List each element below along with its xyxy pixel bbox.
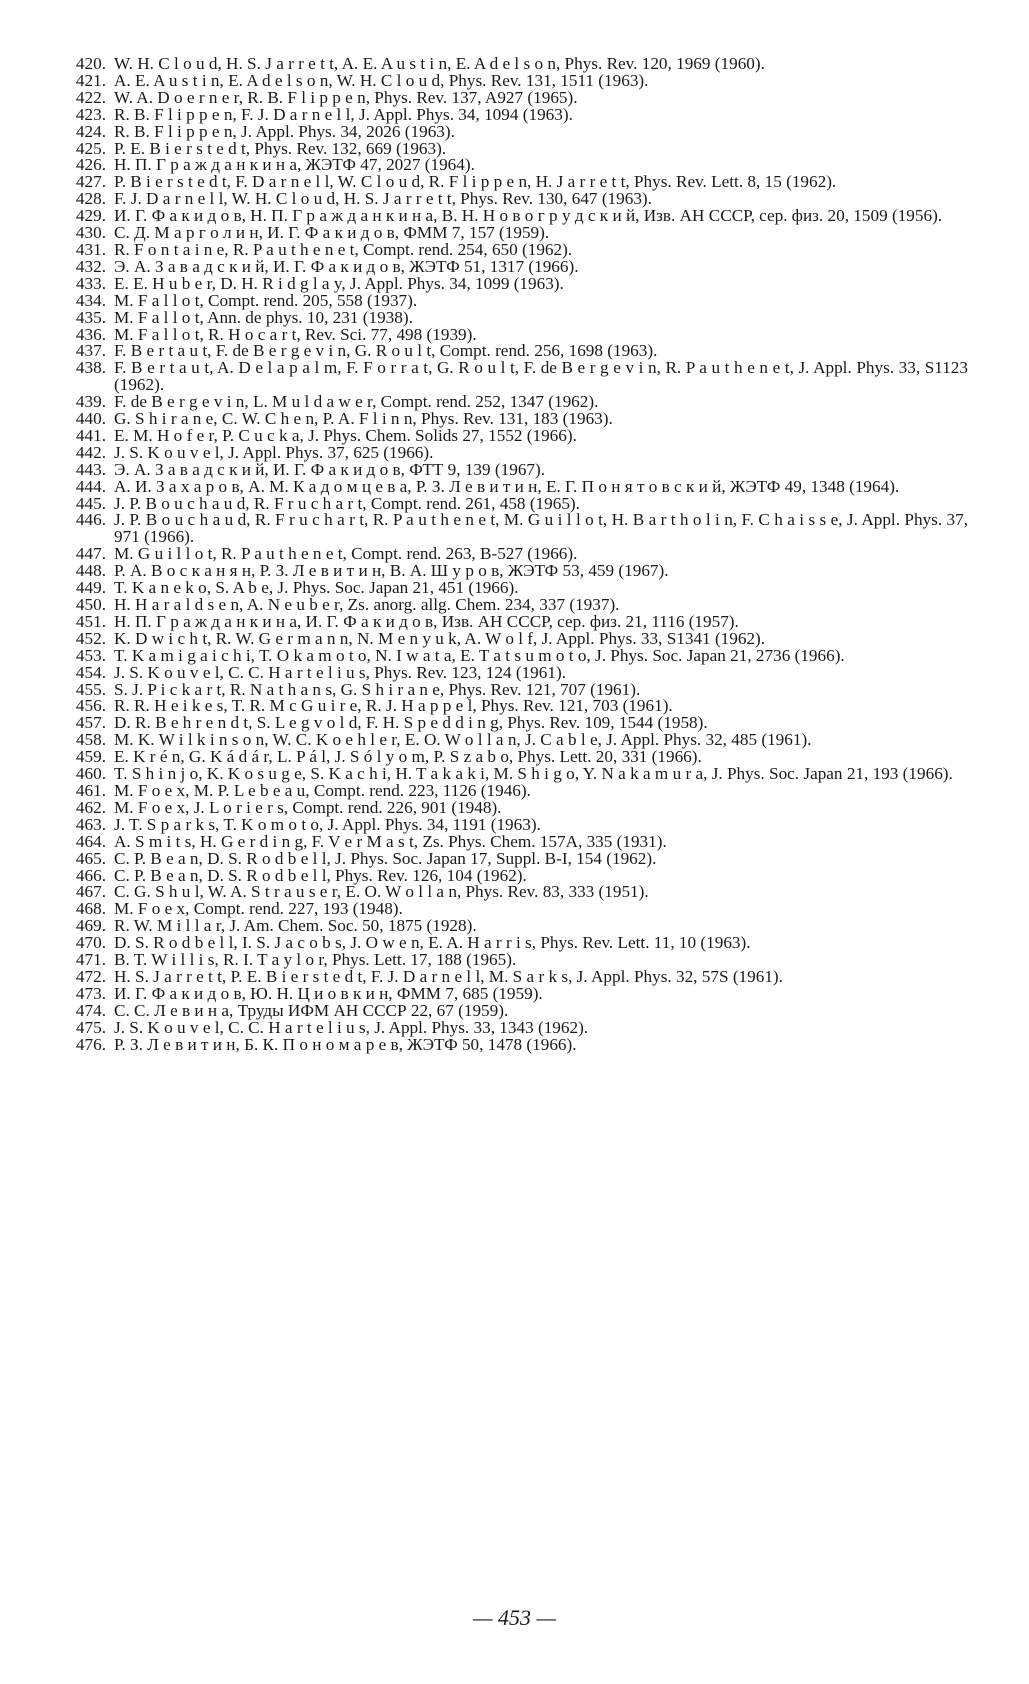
reference-number: 439. (75, 392, 106, 412)
reference-number: 463. (75, 814, 106, 834)
reference-number: 447. (75, 544, 106, 564)
reference-text: E. K r é n, G. K á d á r, L. P á l, J. S ó l y o m, P. S z a b o, Phys. Lett. 20, 331 (1966). (114, 747, 702, 767)
reference-number: 440. (75, 409, 106, 429)
reference-number: 442. (75, 442, 106, 462)
reference-number: 448. (75, 561, 106, 581)
reference-number: 457. (75, 713, 106, 733)
reference-number: 421. (75, 70, 106, 90)
reference-text: C. P. B e a n, D. S. R o d b e l l, Phys. Rev. 126, 104 (1962). (114, 865, 527, 885)
reference-text: R. F o n t a i n e, R. P a u t h e n e t, Compt. rend. 254, 650 (1962). (114, 239, 573, 259)
reference-number: 444. (75, 476, 106, 496)
reference-text: M. F o e x, J. L o r i e r s, Compt. rend. 226, 901 (1948). (114, 797, 502, 817)
reference-text: J. S. K o u v e l, J. Appl. Phys. 37, 625 (1966). (114, 442, 434, 462)
reference-text: W. A. D o e r n e r, R. B. F l i p p e n, Phys. Rev. 137, A927 (1965). (114, 87, 578, 107)
reference-text: C. G. S h u l, W. A. S t r a u s e r, E. O. W o l l a n, Phys. Rev. 83, 333 (1951). (114, 882, 649, 902)
reference-text: M. F o e x, M. P. L e b e a u, Compt. rend. 223, 1126 (1946). (114, 780, 531, 800)
reference-text: F. B e r t a u t, A. D e l a p a l m, F. F o r r a t, G. R o u l t, F. de B e r g e v i n, R. P a u t h e n e t, J. Appl. Phys. 33, S1123 (1962). (114, 358, 968, 395)
reference-item (58, 512, 968, 546)
reference-text: G. S h i r a n e, C. W. C h e n, P. A. F l i n n, Phys. Rev. 131, 183 (1963). (114, 409, 613, 429)
reference-text: P. E. B i e r s t e d t, Phys. Rev. 132, 669 (1963). (114, 138, 447, 158)
reference-number: 432. (75, 256, 106, 276)
reference-text: M. G u i l l o t, R. P a u t h e n e t, Compt. rend. 263, B-527 (1966). (114, 544, 578, 564)
reference-number: 449. (75, 578, 106, 598)
reference-text: T. K a m i g a i c h i, T. O k a m o t o, N. I w a t a, E. T a t s u m o t o, J. Phys. Soc. Japan 21, 2736 (1966). (114, 645, 845, 665)
reference-text: J. P. B o u c h a u d, R. F r u c h a r t, R. P a u t h e n e t, M. G u i l l o t, H. B a r t h o l i n, F. C h a i s s e, J. Appl. Phys. 37, 971 (1966). (114, 510, 968, 547)
reference-number: 461. (75, 780, 106, 800)
reference-text: W. H. C l o u d, H. S. J a r r e t t, A. E. A u s t i n, E. A d e l s o n, Phys. Rev. 120, 1969 (1960). (114, 54, 765, 73)
reference-number: 455. (75, 679, 106, 699)
reference-number: 465. (75, 848, 106, 868)
reference-text: Э. А. З а в а д с к и й, И. Г. Ф а к и д о в, ЖЭТФ 51, 1317 (1966). (114, 256, 579, 276)
reference-text: И. Г. Ф а к и д о в, Ю. Н. Ц и о в к и н, ФММ 7, 685 (1959). (114, 983, 543, 1003)
reference-number: 424. (75, 121, 106, 141)
reference-number: 446. (75, 510, 106, 530)
reference-number: 466. (75, 865, 106, 885)
reference-number: 436. (75, 324, 106, 344)
reference-text: M. F a l l o t, R. H o c a r t, Rev. Sci. 77, 498 (1939). (114, 324, 477, 344)
reference-text: J. S. K o u v e l, C. C. H a r t e l i u s, J. Appl. Phys. 33, 1343 (1962). (114, 1017, 589, 1037)
reference-text: M. F a l l o t, Ann. de phys. 10, 231 (1938). (114, 307, 413, 327)
reference-text: J. S. K o u v e l, C. C. H a r t e l i u s, Phys. Rev. 123, 124 (1961). (114, 662, 566, 682)
reference-text: P. B i e r s t e d t, F. D a r n e l l, W. C l o u d, R. F l i p p e n, H. J a r r e t t, Phys. Rev. Lett. 8, 15 (1962). (114, 172, 837, 192)
reference-text: H. S. J a r r e t t, P. E. B i e r s t e d t, F. J. D a r n e l l, M. S a r k s, J. Appl. Phys. 32, 57S (1961). (114, 966, 783, 986)
reference-text: Н. П. Г р а ж д а н к и н а, И. Г. Ф а к и д о в, Изв. АН СССР, сер. физ. 21, 1116 (1957). (114, 611, 739, 631)
reference-number: 473. (75, 983, 106, 1003)
reference-text: R. W. M i l l a r, J. Am. Chem. Soc. 50, 1875 (1928). (114, 916, 477, 936)
reference-number: 420. (75, 54, 106, 73)
reference-number: 459. (75, 747, 106, 767)
reference-text: R. B. F l i p p e n, J. Appl. Phys. 34, 2026 (1963). (114, 121, 455, 141)
reference-text: Р. З. Л е в и т и н, Б. К. П о н о м а р е в, ЖЭТФ 50, 1478 (1966). (114, 1034, 577, 1054)
reference-text: F. B e r t a u t, F. de B e r g e v i n, G. R o u l t, Compt. rend. 256, 1698 (1963). (114, 341, 658, 361)
reference-number: 428. (75, 189, 106, 209)
reference-text: E. M. H o f e r, P. C u c k a, J. Phys. Chem. Solids 27, 1552 (1966). (114, 425, 577, 445)
reference-number: 437. (75, 341, 106, 361)
reference-text: A. S m i t s, H. G e r d i n g, F. V e r M a s t, Zs. Phys. Chem. 157A, 335 (1931). (114, 831, 667, 851)
reference-number: 427. (75, 172, 106, 192)
reference-number: 426. (75, 155, 106, 175)
reference-number: 458. (75, 730, 106, 750)
page-number: — 453 — (472, 1605, 557, 1630)
reference-number: 476. (75, 1034, 106, 1054)
reference-text: D. R. B e h r e n d t, S. L e g v o l d, F. H. S p e d d i n g, Phys. Rev. 109, 1544 (1958). (114, 713, 708, 733)
reference-text: С. Д. М а р г о л и н, И. Г. Ф а к и д о в, ФММ 7, 157 (1959). (114, 223, 550, 243)
reference-number: 438. (75, 358, 106, 378)
reference-text: F. J. D a r n e l l, W. H. C l o u d, H. S. J a r r e t t, Phys. Rev. 130, 647 (1963). (114, 189, 652, 209)
reference-text: T. K a n e k o, S. A b e, J. Phys. Soc. Japan 21, 451 (1966). (114, 578, 519, 598)
reference-number: 464. (75, 831, 106, 851)
reference-number: 450. (75, 595, 106, 614)
reference-number: 441. (75, 425, 106, 445)
reference-text: Н. П. Г р а ж д а н к и н а, ЖЭТФ 47, 2027 (1964). (114, 155, 475, 175)
reference-text: M. F o e x, Compt. rend. 227, 193 (1948). (114, 899, 403, 919)
reference-number: 468. (75, 899, 106, 919)
reference-text: И. Г. Ф а к и д о в, Н. П. Г р а ж д а н к и н а, В. Н. Н о в о г р у д с к и й, Изв. АН СССР, сер. физ. 20, 1509 (1956). (114, 206, 943, 226)
reference-text: K. D w i c h t, R. W. G e r m a n n, N. M e n y u k, A. W o l f, J. Appl. Phys. 33, S1341 (1962). (114, 628, 766, 648)
reference-number: 445. (75, 493, 106, 513)
reference-number: 474. (75, 1000, 106, 1020)
reference-number: 460. (75, 764, 106, 784)
reference-number: 453. (75, 645, 106, 665)
reference-number: 434. (75, 290, 106, 310)
reference-text: E. E. H u b e r, D. H. R i d g l a y, J. Appl. Phys. 34, 1099 (1963). (114, 273, 564, 293)
reference-number: 475. (75, 1017, 106, 1037)
reference-list (58, 56, 968, 1053)
reference-item (58, 360, 968, 394)
reference-text: T. S h i n j o, K. K o s u g e, S. K a c h i, H. T a k a k i, M. S h i g o, Y. N a k a m u r a, J. Phys. Soc. Japan 21, 193 (1966). (114, 764, 953, 784)
reference-number: 435. (75, 307, 106, 327)
reference-text: M. F a l l o t, Compt. rend. 205, 558 (1937). (114, 290, 418, 310)
reference-text: C. P. B e a n, D. S. R o d b e l l, J. Phys. Soc. Japan 17, Suppl. B-I, 154 (1962). (114, 848, 657, 868)
reference-number: 454. (75, 662, 106, 682)
reference-number: 431. (75, 239, 106, 259)
reference-number: 429. (75, 206, 106, 226)
reference-text: D. S. R o d b e l l, I. S. J a c o b s, J. O w e n, E. A. H a r r i s, Phys. Rev. Lett. 11, 10 (1963). (114, 933, 751, 953)
reference-number: 469. (75, 916, 106, 936)
reference-number: 451. (75, 611, 106, 631)
reference-text: H. H a r a l d s e n, A. N e u b e r, Zs. anorg. allg. Chem. 234, 337 (1937). (114, 595, 620, 614)
reference-number: 467. (75, 882, 106, 902)
reference-text: А. И. З а х а р о в, А. М. К а д о м ц е в а, Р. З. Л е в и т и н, Е. Г. П о н я т о в с к и й, ЖЭТФ 49, 1348 (1964). (114, 476, 900, 496)
reference-number: 456. (75, 696, 106, 716)
reference-number: 462. (75, 797, 106, 817)
reference-text: M. K. W i l k i n s o n, W. C. K o e h l e r, E. O. W o l l a n, J. C a b l e, J. Appl. Phys. 32, 485 (1961). (114, 730, 812, 750)
reference-text: С. С. Л е в и н а, Труды ИФМ АН СССР 22, 67 (1959). (114, 1000, 509, 1020)
reference-text: J. P. B o u c h a u d, R. F r u c h a r t, Compt. rend. 261, 458 (1965). (114, 493, 580, 513)
reference-number: 470. (75, 933, 106, 953)
reference-number: 433. (75, 273, 106, 293)
reference-number: 423. (75, 104, 106, 124)
reference-number: 472. (75, 966, 106, 986)
reference-number: 422. (75, 87, 106, 107)
reference-text: R. R. H e i k e s, T. R. M c G u i r e, R. J. H a p p e l, Phys. Rev. 121, 703 (1961). (114, 696, 673, 716)
reference-text: J. T. S p a r k s, T. K o m o t o, J. Appl. Phys. 34, 1191 (1963). (114, 814, 541, 834)
reference-text: Р. А. В о с к а н я н, Р. З. Л е в и т и н, В. А. Ш у р о в, ЖЭТФ 53, 459 (1967). (114, 561, 669, 581)
reference-text: F. de B e r g e v i n, L. M u l d a w e r, Compt. rend. 252, 1347 (1962). (114, 392, 599, 412)
reference-number: 425. (75, 138, 106, 158)
reference-text: Э. А. З а в а д с к и й, И. Г. Ф а к и д о в, ФТТ 9, 139 (1967). (114, 459, 546, 479)
reference-text: B. T. W i l l i s, R. I. T a y l o r, Phys. Lett. 17, 188 (1965). (114, 950, 517, 970)
reference-number: 430. (75, 223, 106, 243)
reference-item (58, 1034, 968, 1054)
reference-number: 471. (75, 950, 106, 970)
reference-number: 443. (75, 459, 106, 479)
reference-text: A. E. A u s t i n, E. A d e l s o n, W. H. C l o u d, Phys. Rev. 131, 1511 (1963). (114, 70, 649, 90)
reference-text: S. J. P i c k a r t, R. N a t h a n s, G. S h i r a n e, Phys. Rev. 121, 707 (1961). (114, 679, 641, 699)
reference-number: 452. (75, 628, 106, 648)
reference-text: R. B. F l i p p e n, F. J. D a r n e l l, J. Appl. Phys. 34, 1094 (1963). (114, 104, 573, 124)
